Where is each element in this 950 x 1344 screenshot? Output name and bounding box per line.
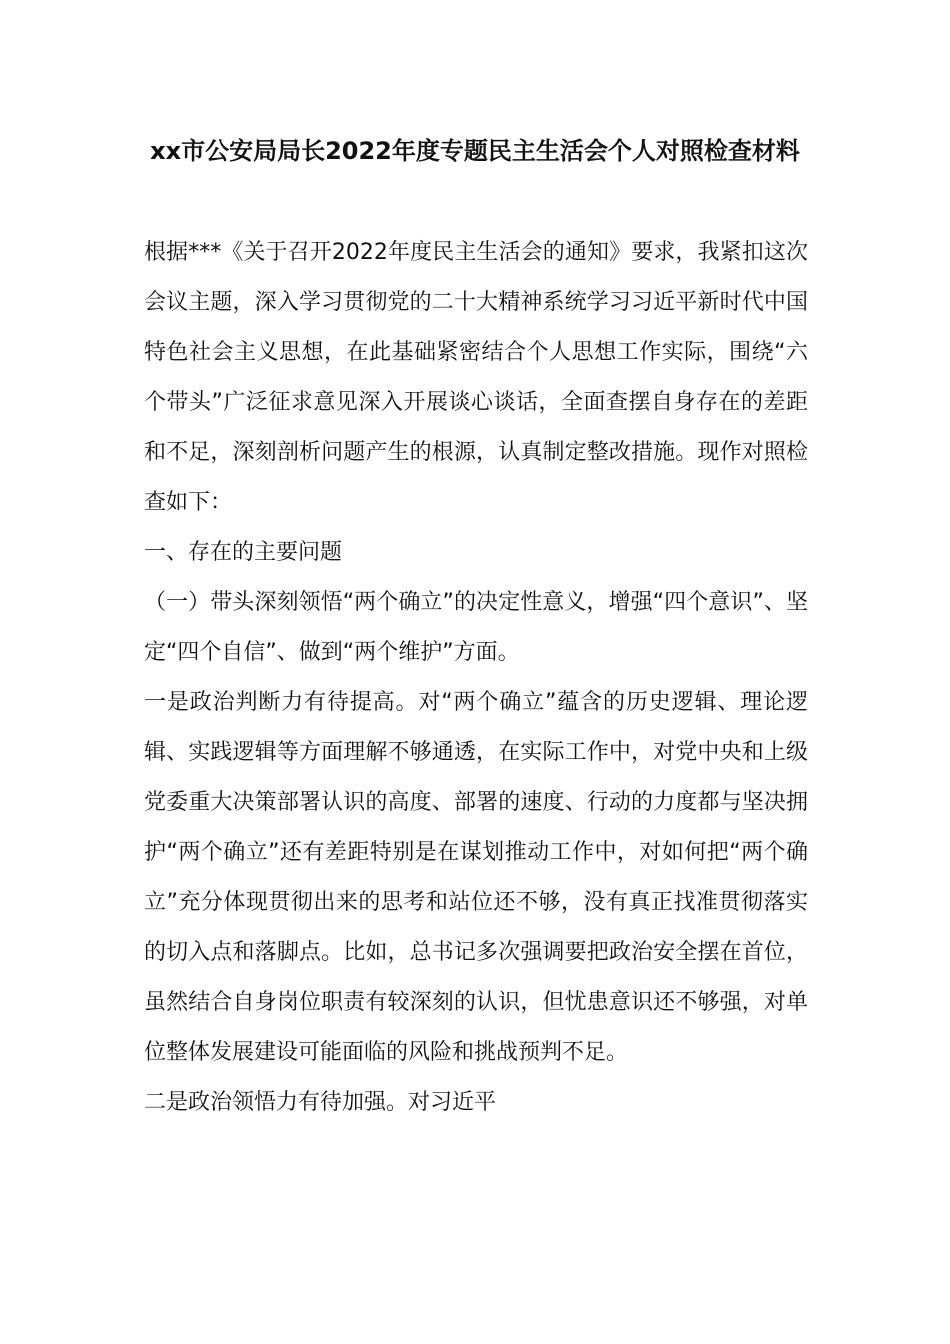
document-body bbox=[144, 228, 808, 1128]
body-paragraph: 一是政治判断力有待提高。对“两个确立”蕴含的历史逻辑、理论逻辑、实践逻辑等方面理解不够通透，在实际工作中，对党中央和上级党委重大决策部署认识的高度、部署的速度、行动的力度都与坚决拥护“两个确立”还有差距特别是在谋划推动工作中，对如何把“两个确立”充分体现贯彻出来的思考和站位还不够，没有真正找准贯彻落实的切入点和落脚点。比如，总书记多次强调要把政治安全摆在首位，虽然结合自身岗位职责有较深刻的认识，但忧患意识还不够强，对单位整体发展建设可能面临的风险和挑战预判不足。 bbox=[144, 690, 808, 1065]
intro-paragraph: 根据***《关于召开2022年度民主生活会的通知》要求，我紧扣这次会议主题，深入学习贯彻党的二十大精神系统学习习近平新时代中国特色社会主义思想，在此基础紧密结合个人思想工作实际，围绕“六个带头”广泛征求意见深入开展谈心谈话，全面查摆自身存在的差距和不足，深刻剖析问题产生的根源，认真制定整改措施。现作对照检查如下： bbox=[144, 240, 808, 515]
body-paragraph: 二是政治领悟力有待加强。对习近平 bbox=[144, 1090, 497, 1115]
subsection-heading: （一）带头深刻领悟“两个确立”的决定性意义，增强“四个意识”、坚定“四个自信”、做到“两个维护”方面。 bbox=[144, 590, 808, 665]
document-title: xx市公安局局长2022年度专题民主生活会个人对照检查材料 bbox=[150, 137, 800, 165]
section-heading: 一、存在的主要问题 bbox=[144, 540, 343, 565]
